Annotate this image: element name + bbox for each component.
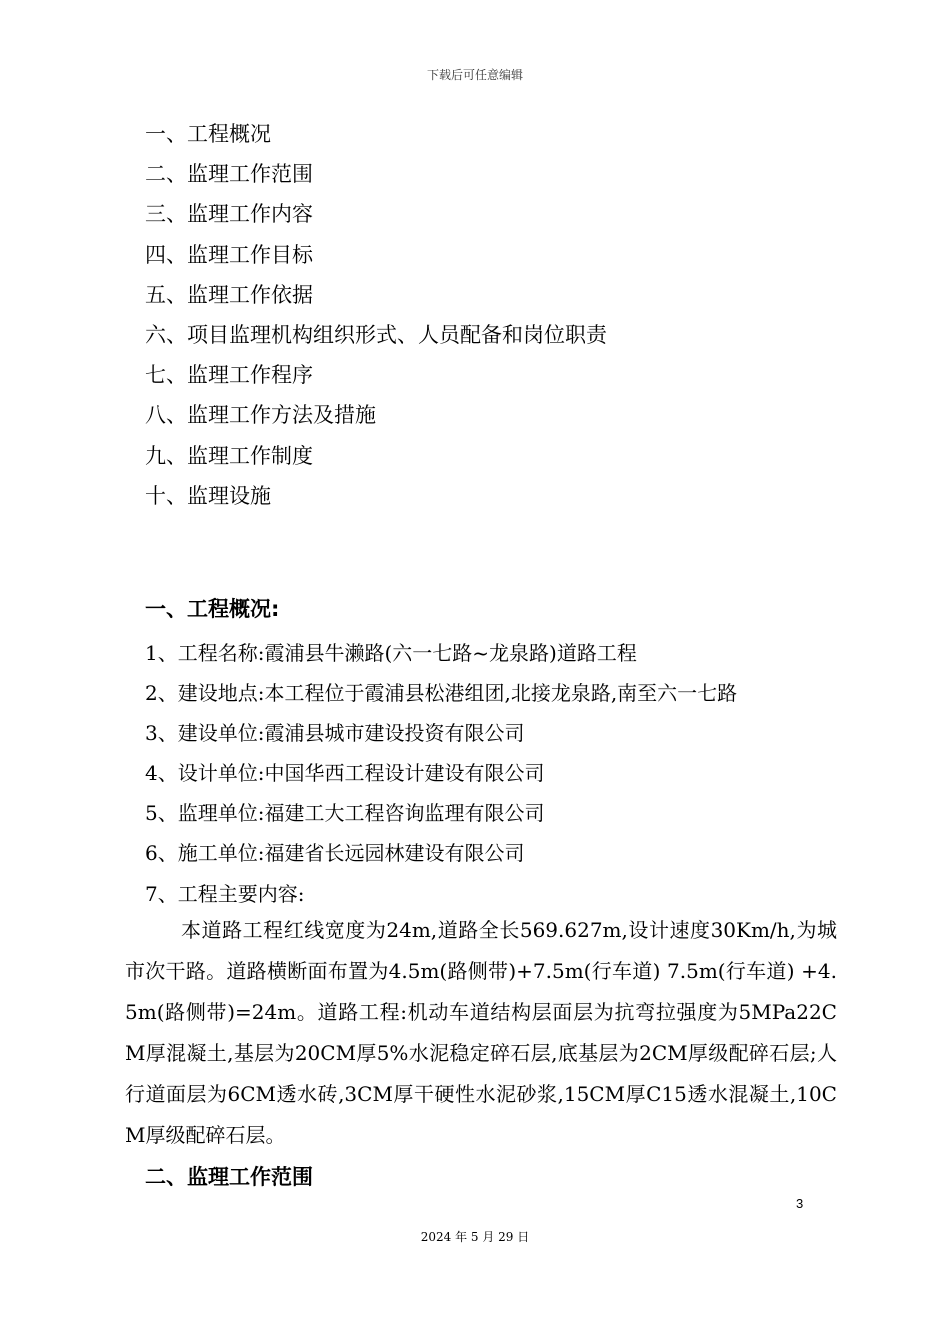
- info-item-location: 2、建设地点:本工程位于霞浦县松港组团,北接龙泉路,南至六一七路: [145, 681, 738, 706]
- toc-item: 一、工程概况: [145, 122, 271, 146]
- table-of-contents: [145, 114, 845, 516]
- page-footer-date: 2024 年 5 月 29 日: [420, 1230, 530, 1244]
- info-item-supervisor: 5、监理单位:福建工大工程咨询监理有限公司: [145, 801, 545, 826]
- section-heading-overview: 一、工程概况:: [145, 597, 280, 621]
- toc-item: 二、监理工作范围: [145, 162, 313, 187]
- toc-item: 三、监理工作内容: [145, 202, 313, 227]
- toc-item: 十、监理设施: [145, 483, 271, 508]
- info-item-main-content: 7、工程主要内容:: [145, 881, 305, 906]
- page-number: 3: [796, 1196, 804, 1211]
- info-item-contractor: 6、施工单位:福建省长远园林建设有限公司: [145, 841, 525, 866]
- toc-item: 五、监理工作依据: [145, 282, 313, 307]
- toc-item: 八、监理工作方法及措施: [145, 403, 376, 428]
- project-info-list: [145, 633, 865, 914]
- project-description-paragraph: 本道路工程红线宽度为24m,道路全长569.627m,设计速度30Km/h,为城市次干路。道路横断面布置为4.5m(路侧带)+7.5m(行车道) 7.5m(行车道) +4.5m(路侧带)=24m。道路工程:机动车道结构层面层为抗弯拉强度为5MPa22CM厚混凝土,基层为20CM厚5%水泥稳定碎石层,底基层为2CM厚级配碎石层;人行道面层为6CM透水砖,3CM厚干硬性水泥砂浆,15CM厚C15透水混凝土,10CM厚级配碎石层。: [125, 918, 837, 1147]
- page-header: 下载后可任意编辑: [426, 68, 523, 82]
- toc-item: 六、项目监理机构组织形式、人员配备和岗位职责: [145, 322, 607, 347]
- info-item-project-name: 1、工程名称:霞浦县牛濑路(六一七路~龙泉路)道路工程: [145, 641, 637, 665]
- info-item-owner: 3、建设单位:霞浦县城市建设投资有限公司: [145, 721, 525, 746]
- section-heading-scope: 二、监理工作范围: [145, 1165, 313, 1189]
- toc-item: 四、监理工作目标: [145, 242, 313, 267]
- toc-item: 七、监理工作程序: [145, 363, 313, 388]
- info-item-designer: 4、设计单位:中国华西工程设计建设有限公司: [145, 761, 545, 786]
- toc-item: 九、监理工作制度: [145, 443, 313, 468]
